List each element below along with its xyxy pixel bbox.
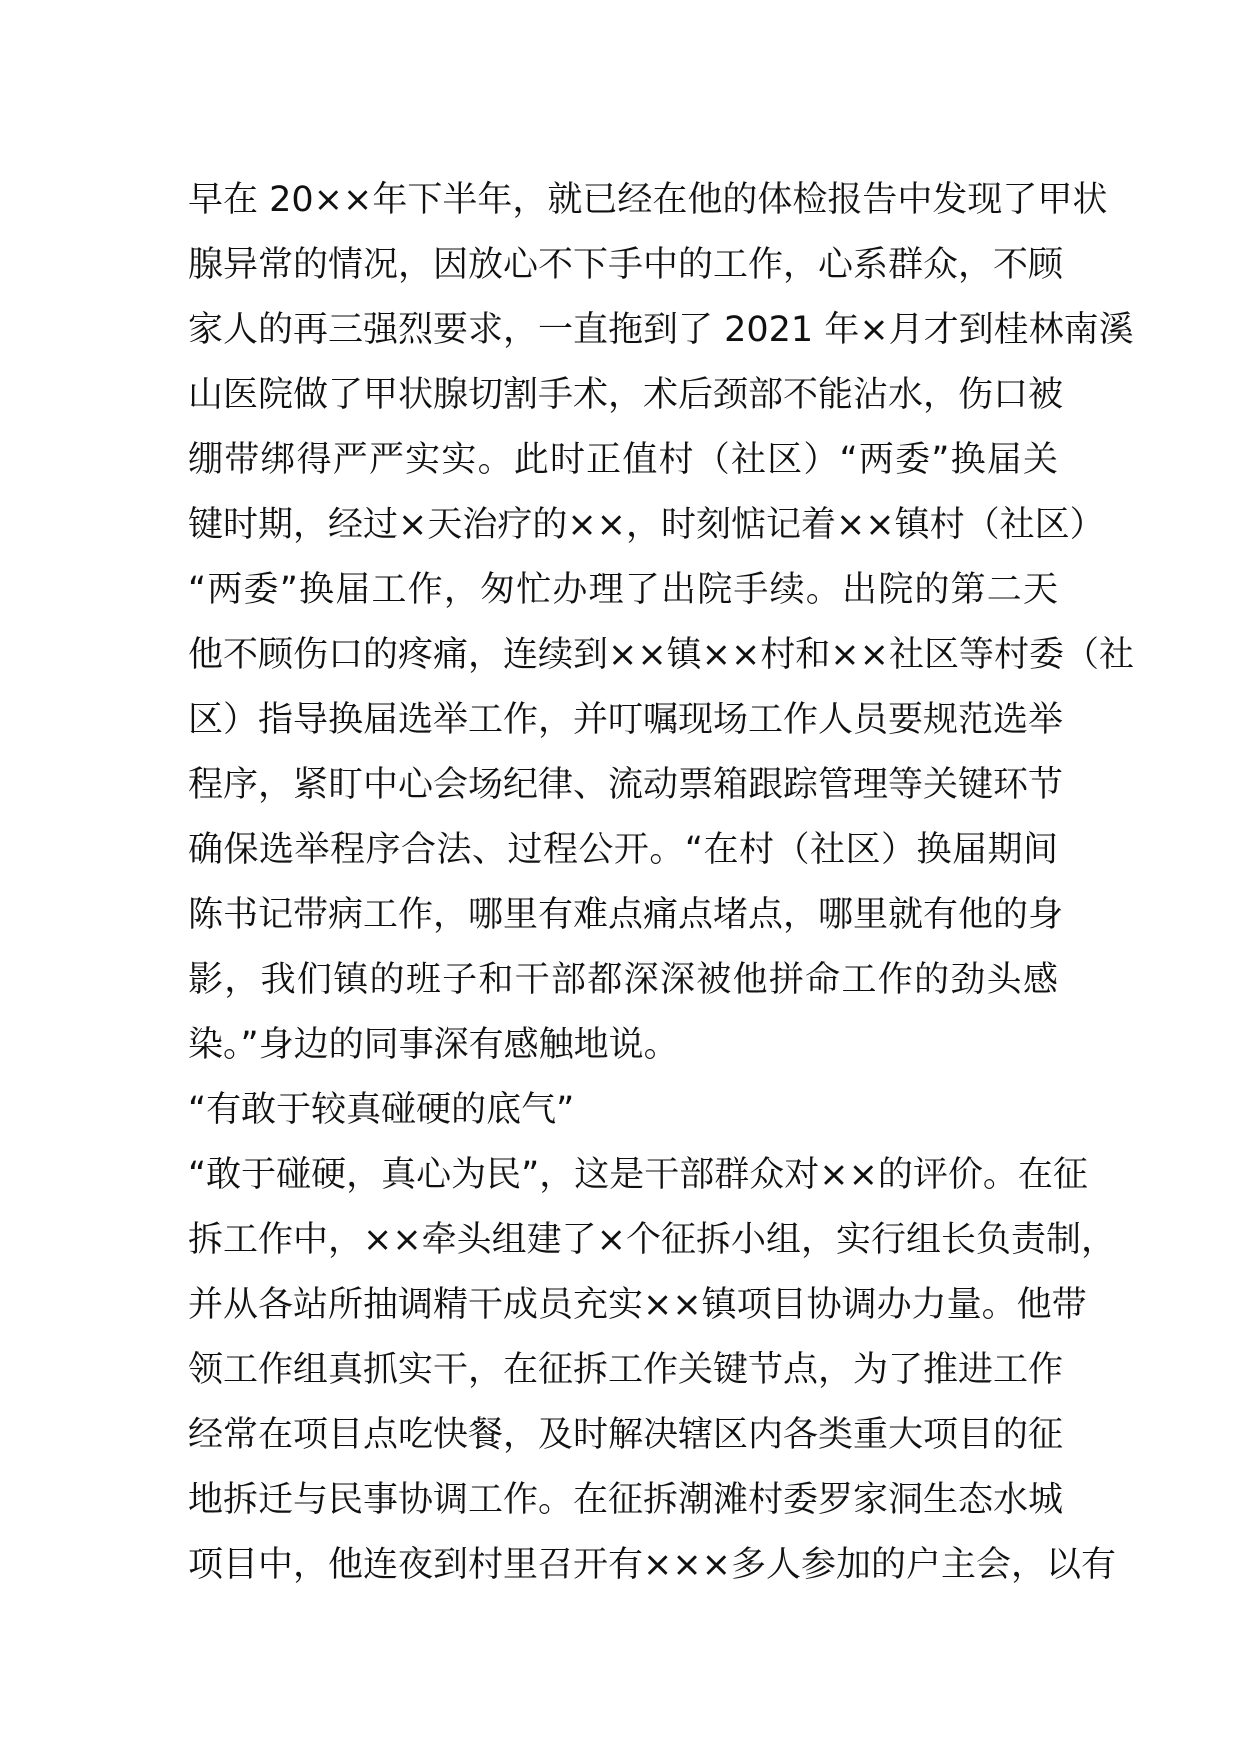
- paragraph-1-line-10: 程序，紧盯中心会场纪律、流动票箱跟踪管理等关键环节: [188, 765, 1064, 805]
- paragraph-1-line-4: 山医院做了甲状腺切割手术，术后颈部不能沾水，伤口被: [188, 375, 1064, 415]
- paragraph-1-line-2: 腺异常的情况，因放心不下手中的工作，心系群众，不顾: [188, 245, 1064, 285]
- paragraph-1-line-5: 绷带绑得严严实实。此时正值村（社区）“两委”换届关: [188, 440, 1058, 480]
- paragraph-2-line-1: “敢于碰硬，真心为民”，这是干部群众对××的评价。在征: [188, 1155, 1088, 1195]
- paragraph-2-line-6: 地拆迁与民事协调工作。在征拆潮滩村委罗家洞生态水城: [188, 1480, 1064, 1520]
- paragraph-2-line-3: 并从各站所抽调精干成员充实××镇项目协调办力量。他带: [188, 1285, 1087, 1325]
- paragraph-1-line-12: 陈书记带病工作，哪里有难点痛点堵点，哪里就有他的身: [188, 895, 1064, 935]
- paragraph-1-line-1: 早在 20××年下半年，就已经在他的体检报告中发现了甲状: [188, 180, 1108, 220]
- paragraph-1-line-9: 区）指导换届选举工作，并叮嘱现场工作人员要规范选举: [188, 700, 1064, 740]
- paragraph-2-line-5: 经常在项目点吃快餐，及时解决辖区内各类重大项目的征: [188, 1415, 1064, 1455]
- section-heading: “有敢于较真碰硬的底气”: [188, 1090, 575, 1130]
- document-body: [188, 168, 1134, 1598]
- paragraph-1-line-8: 他不顾伤口的疼痛，连续到××镇××村和××社区等村委（社: [188, 635, 1134, 675]
- paragraph-1-line-13: 影，我们镇的班子和干部都深深被他拼命工作的劲头感: [188, 960, 1058, 1000]
- paragraph-1-line-14: 染。”身边的同事深有感触地说。: [188, 1025, 679, 1065]
- paragraph-1-line-11: 确保选举程序合法、过程公开。“在村（社区）换届期间: [188, 830, 1058, 870]
- paragraph-1-line-6: 键时期，经过×天治疗的××，时刻惦记着××镇村（社区）: [188, 505, 1105, 545]
- paragraph-2-line-7: 项目中，他连夜到村里召开有×××多人参加的户主会，以有: [188, 1545, 1116, 1585]
- paragraph-2-line-2: 拆工作中，××牵头组建了×个征拆小组，实行组长负责制，: [188, 1220, 1116, 1260]
- paragraph-1-line-7: “两委”换届工作，匆忙办理了出院手续。出院的第二天: [188, 570, 1058, 610]
- paragraph-1-line-3: 家人的再三强烈要求，一直拖到了 2021 年×月才到桂林南溪: [188, 310, 1134, 350]
- paragraph-2-line-4: 领工作组真抓实干，在征拆工作关键节点，为了推进工作: [188, 1350, 1064, 1390]
